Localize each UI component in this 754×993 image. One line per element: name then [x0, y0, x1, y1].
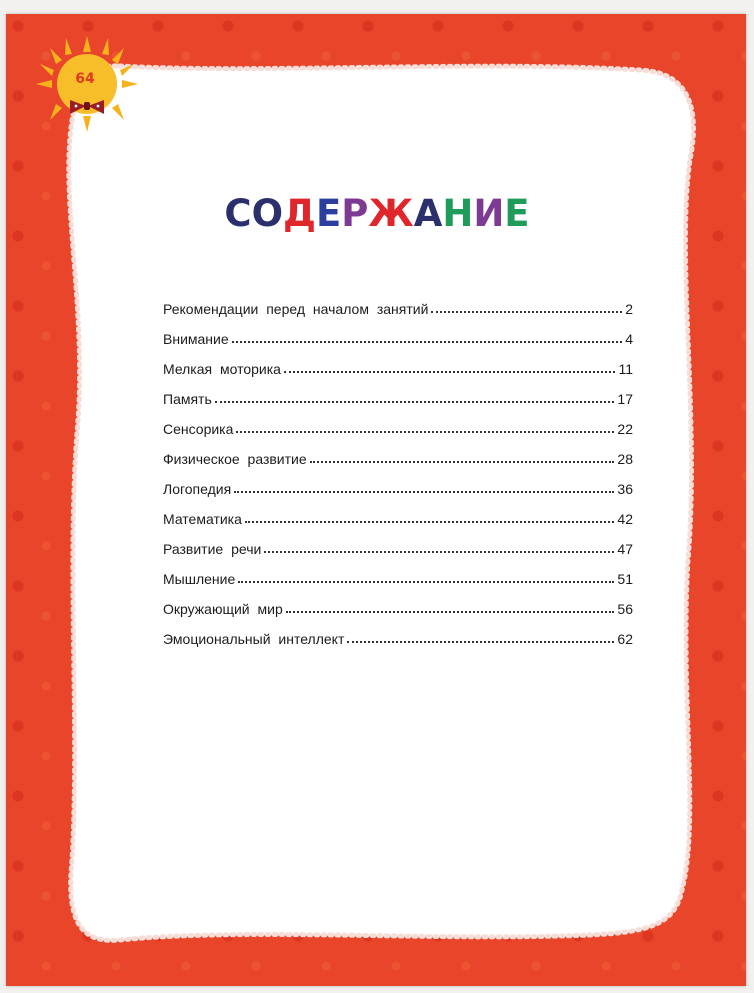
title-letter: Е: [316, 192, 342, 235]
toc-entry-page: 11: [618, 361, 633, 377]
toc-entry: [163, 361, 633, 391]
dot-leader: [264, 551, 614, 553]
table-of-contents: [163, 301, 633, 661]
title-letter: О: [251, 192, 284, 235]
toc-entry: [163, 541, 633, 571]
toc-entry: [163, 631, 633, 661]
toc-entry-label: Сенсорика: [163, 421, 234, 437]
title-letter: Н: [442, 192, 474, 235]
dot-leader: [234, 491, 614, 493]
toc-entry: [163, 301, 633, 331]
toc-entry-label: Мышление: [163, 571, 236, 587]
dot-leader: [310, 461, 615, 463]
toc-entry-label: Окружающий мир: [163, 601, 283, 617]
toc-entry-page: 22: [617, 421, 633, 437]
toc-entry-page: 4: [625, 331, 633, 347]
toc-entry: [163, 601, 633, 631]
toc-entry-label: Математика: [163, 511, 242, 527]
toc-entry-page: 2: [625, 301, 633, 317]
dot-leader: [215, 401, 615, 403]
dot-leader: [238, 581, 614, 583]
dot-leader: [232, 341, 623, 343]
toc-entry-label: Внимание: [163, 331, 229, 347]
dot-leader: [245, 521, 615, 523]
title-letter: И: [473, 192, 505, 235]
toc-entry: [163, 481, 633, 511]
toc-entry-page: 56: [617, 601, 633, 617]
toc-entry-label: Развитие речи: [163, 541, 262, 557]
toc-entry-label: Физическое развитие: [163, 451, 307, 467]
dot-leader: [347, 641, 614, 643]
toc-entry: [163, 571, 633, 601]
title-letter: Д: [283, 192, 316, 235]
toc-entry-label: Рекомендации перед началом занятий: [163, 301, 429, 317]
toc-entry: [163, 511, 633, 541]
title-letter: С: [224, 192, 252, 235]
toc-entry-page: 17: [617, 391, 633, 407]
toc-entry-page: 36: [617, 481, 633, 497]
toc-entry-label: Память: [163, 391, 212, 407]
title-letter: Е: [504, 192, 530, 235]
toc-entry: [163, 331, 633, 361]
toc-entry: [163, 391, 633, 421]
page-number: 64: [75, 71, 95, 87]
title-letter: Ж: [368, 192, 414, 235]
toc-entry-page: 47: [617, 541, 633, 557]
toc-entry-page: 42: [617, 511, 633, 527]
dot-leader: [431, 311, 622, 313]
toc-entry-page: 28: [617, 451, 633, 467]
page-title: [0, 192, 754, 235]
toc-entry: [163, 451, 633, 481]
toc-entry-label: Эмоциональный интеллект: [163, 631, 345, 647]
toc-entry-label: Логопедия: [163, 481, 232, 497]
toc-entry-page: 62: [617, 631, 633, 647]
toc-entry: [163, 421, 633, 451]
toc-entry-label: Мелкая моторика: [163, 361, 281, 377]
dot-leader: [284, 371, 615, 373]
dot-leader: [236, 431, 614, 433]
title-letter: А: [413, 192, 443, 235]
dot-leader: [286, 611, 615, 613]
title-letter: Р: [341, 192, 369, 235]
toc-entry-page: 51: [617, 571, 633, 587]
